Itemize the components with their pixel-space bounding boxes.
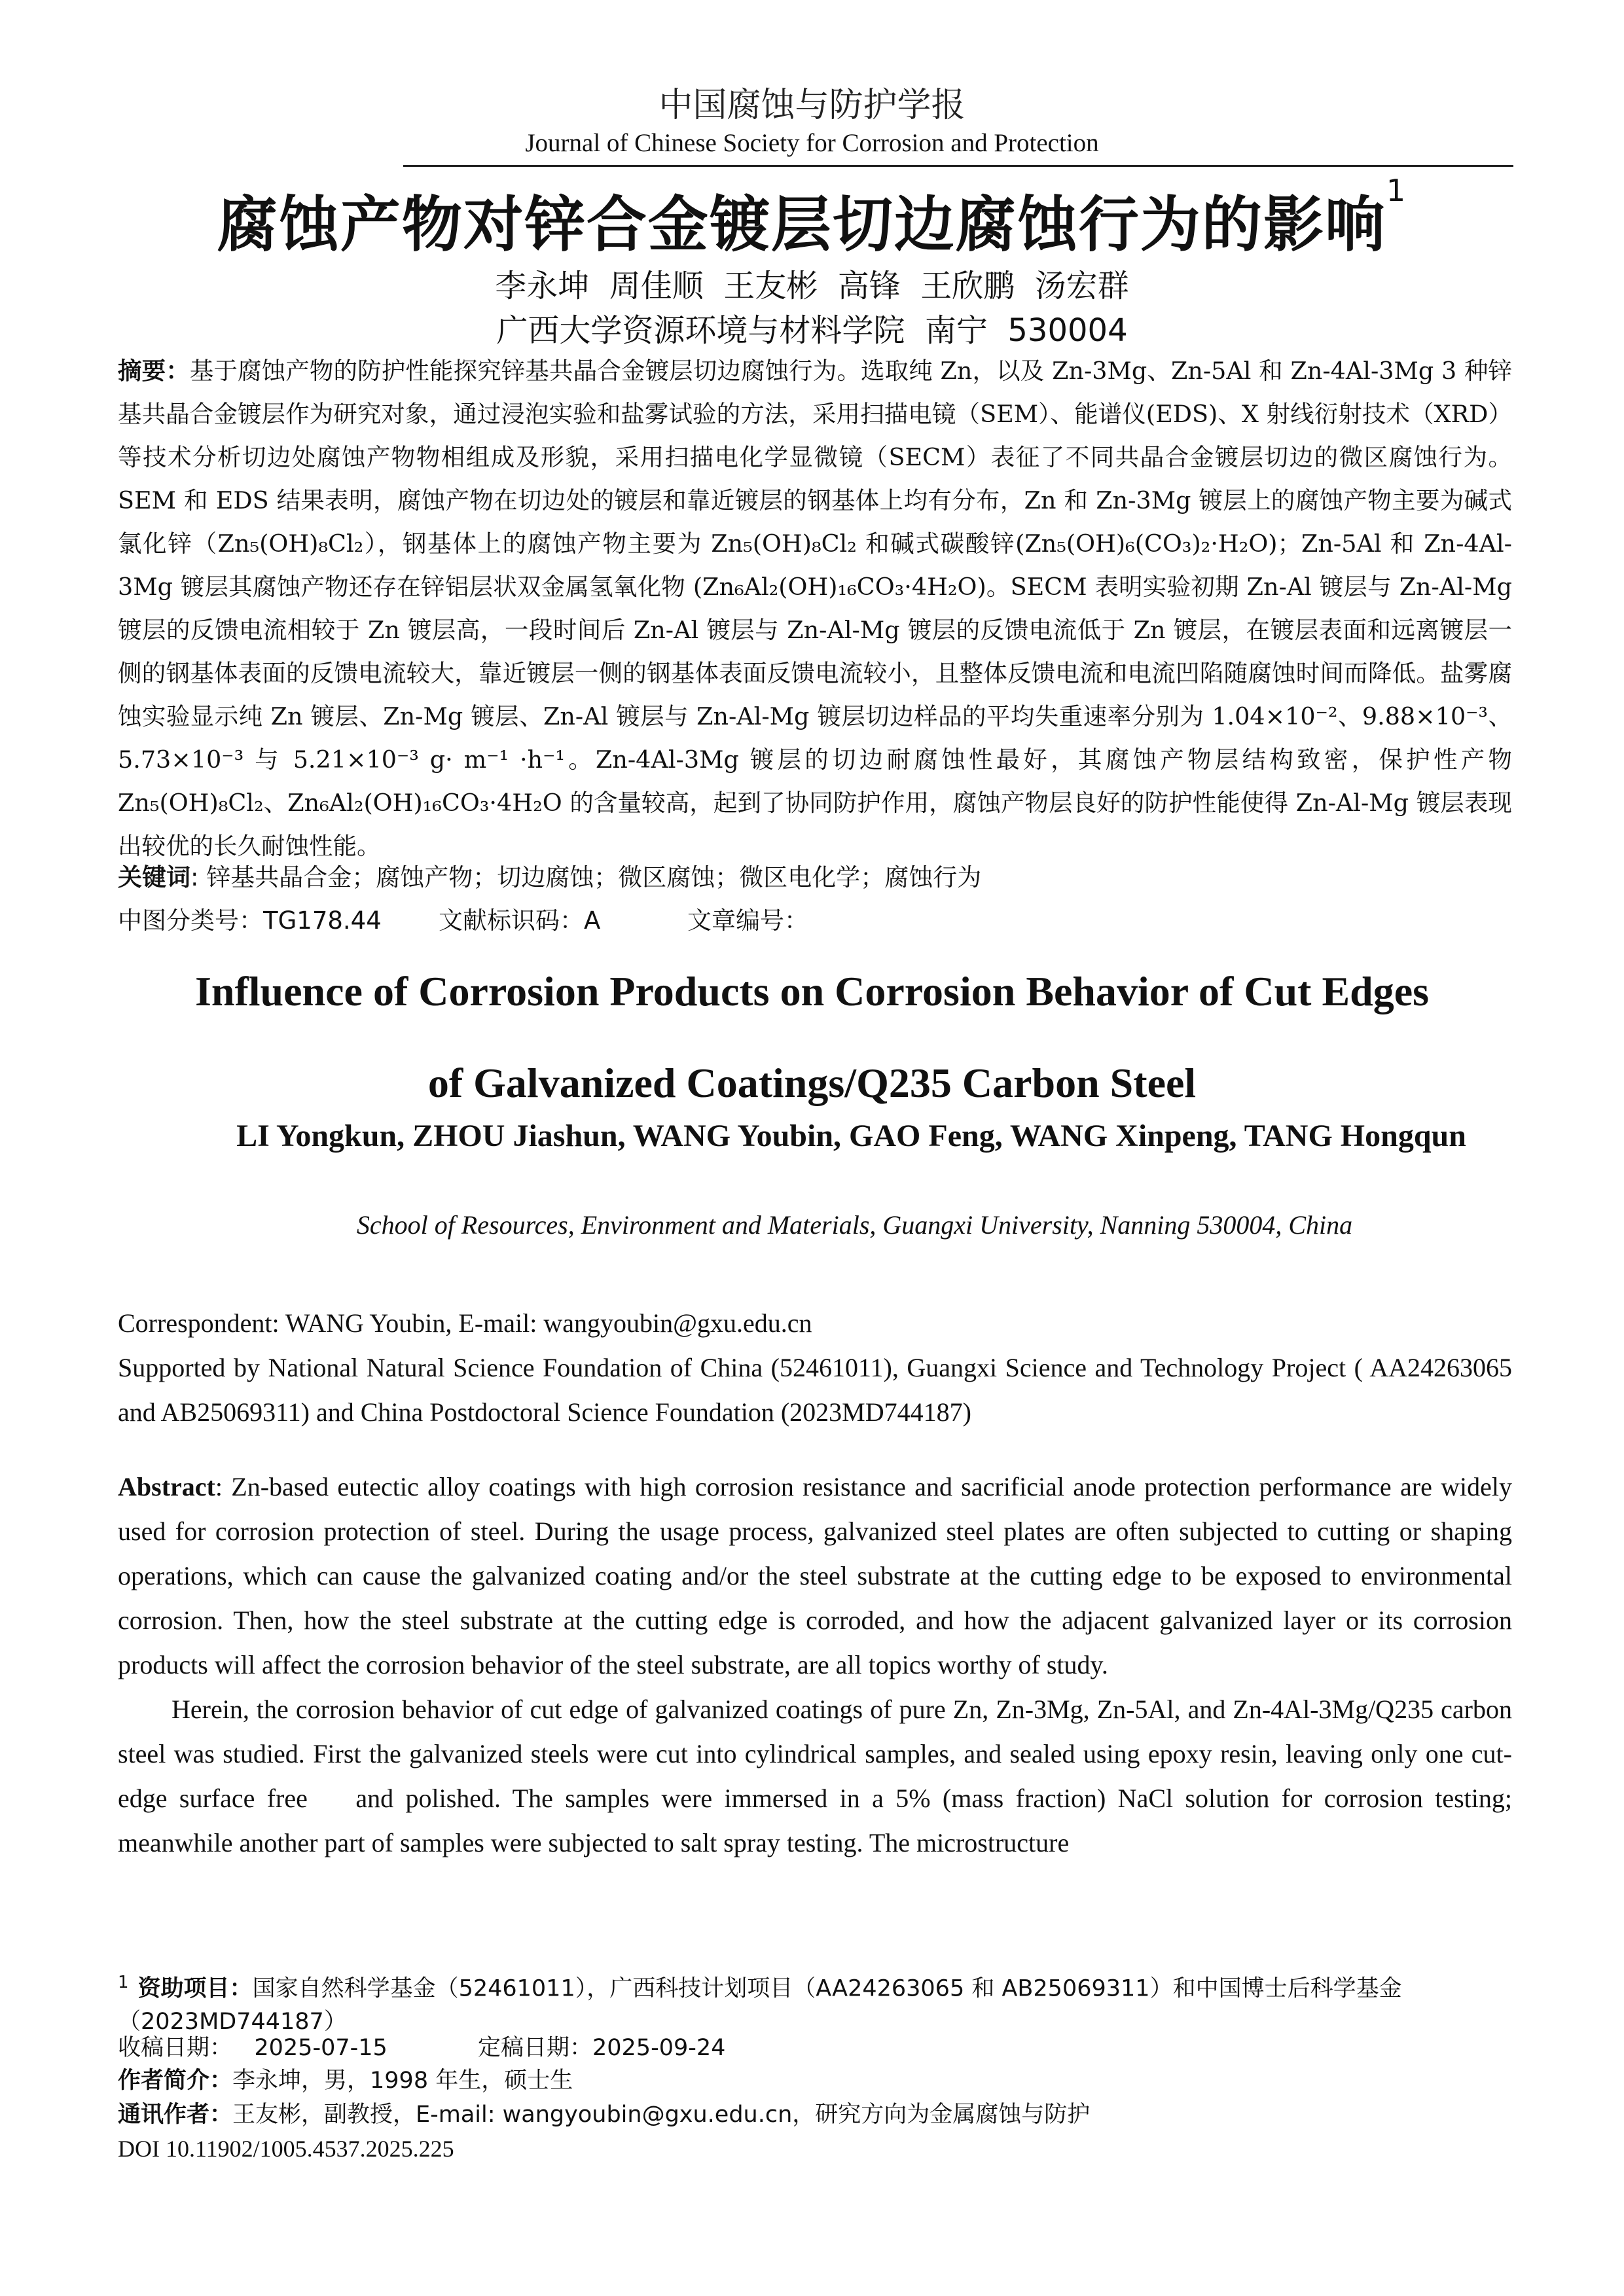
keywords-cn-label: 关键词 [118, 863, 190, 891]
footnote-funding-label: 资助项目： [137, 1975, 253, 2002]
footnote-funding [118, 1966, 1512, 2038]
abstract-en-label: Abstract [118, 1472, 215, 1501]
article-number: 文章编号： [687, 906, 808, 935]
keywords-cn [118, 857, 1512, 893]
corr-author-text: 王友彬，副教授，E-mail: wangyoubin@gxu.edu.cn，研究方向为金属腐蚀与防护 [232, 2102, 1091, 2128]
abstract-cn-text: 基于腐蚀产物的防护性能探究锌基共晶合金镀层切边腐蚀行为。选取纯 Zn，以及 Zn-3Mg、Zn-5Al 和 Zn-4Al-3Mg 3 种锌基共晶合金镀层作为研究对象，通过浸泡实验和盐雾试验的方法，采用扫描电镜（SEM）、能谱仪(EDS)、X 射线衍射技术（XRD）等技术分析切边处腐蚀产物物相组成及形貌，采用扫描电化学显微镜（SECM）表征了不同共晶合金镀层切边的微区腐蚀行为。SEM 和 EDS 结果表明，腐蚀产物在切边处的镀层和靠近镀层的钢基体上均有分布，Zn 和 Zn-3Mg 镀层上的腐蚀产物主要为碱式氯化锌（Zn₅(OH)₈Cl₂），钢基体上的腐蚀产物主要为 Zn₅(OH)₈Cl₂ 和碱式碳酸锌(Zn₅(OH)₆(CO₃)₂·H₂O)；Zn-5Al 和 Zn-4Al-3Mg 镀层其腐蚀产物还存在锌铝层状双金属氢氧化物 (Zn₆Al₂(OH)₁₆CO₃·4H₂O)。SECM 表明实验初期 Zn-Al 镀层与 Zn-Al-Mg 镀层的反馈电流相较于 Zn 镀层高，一段时间后 Zn-Al 镀层与 Zn-Al-Mg 镀层的反馈电流低于 Zn 镀层，在镀层表面和远离镀层一侧的钢基体表面的反馈电流较大，靠近镀层一侧的钢基体表面反馈电流较小，且整体反馈电流和电流凹陷随腐蚀时间而降低。盐雾腐蚀实验显示纯 Zn 镀层、Zn-Mg 镀层、Zn-Al 镀层与 Zn-Al-Mg 镀层切边样品的平均失重速率分别为 1.04×10⁻²、9.88×10⁻³、5.73×10⁻³ 与 5.21×10⁻³ g· m⁻¹ ·h⁻¹。Zn-4Al-3Mg 镀层的切边耐腐蚀性最好，其腐蚀产物层结构致密，保护性产物 Zn₅(OH)₈Cl₂、Zn₆Al₂(OH)₁₆CO₃·4H₂O 的含量较高，起到了协同防护作用，腐蚀产物层良好的防护性能使得 Zn-Al-Mg 镀层表现出较优的长久耐蚀性能。 [118, 357, 1513, 860]
footnote-mark: 1 [118, 1973, 129, 1992]
footnote-author-bio [118, 2064, 1512, 2097]
abstract-en-para2: Herein, the corrosion behavior of cut edge of galvanized coatings of pure Zn, Zn-3Mg, Zn-5Al, and Zn-4Al-3Mg/Q235 carbon steel was studied. First the galvanized steels were cut into cylindrical samples, and sealed using epoxy resin, leaving only one cut-edge surface free and polished. The samples were immersed in a 5% (mass fraction) NaCl solution for corrosion testing; meanwhile another part of samples were subjected to salt spray testing. The microstructure [118, 1695, 1519, 1857]
abstract-en [118, 1465, 1519, 1865]
doi[interactable]: DOI 10.11902/1005.4537.2025.225 [118, 2136, 454, 2162]
title-en [0, 946, 1624, 1129]
abstract-en-para1-text: : Zn-based eutectic alloy coatings with high corrosion resistance and sacrificial anode protection performance are widely used for corrosion protection of steel. During the usage process, galvanized steel plates are often subjected to cutting or shaping operations, which can cause the galvanized coating and/or the steel substrate at the cutting edge to be exposed to environmental corrosion. Then, how the steel substrate at the cutting edge is corroded, and how the adjacent galvanized layer or its corrosion products will affect the corrosion behavior of the steel substrate, are all topics worthy of study. [118, 1472, 1512, 1679]
affiliation-en: School of Resources, Environment and Materials, Guangxi University, Nanning 530004, China [356, 1210, 1353, 1240]
authors-cn: 李永坤 周佳顺 王友彬 高锋 王欣鹏 汤宏群 [495, 268, 1129, 304]
document-code: 文献标识码：A [439, 906, 601, 935]
abstract-en-para1 [118, 1465, 1512, 1687]
authors-en: LI Yongkun, ZHOU Jiashun, WANG Youbin, GAO Feng, WANG Xinpeng, TANG Hongqun [236, 1119, 1466, 1153]
title-cn [0, 173, 1624, 263]
funding-statement: Supported by National Natural Science Foundation of China (52461011), Guangxi Science and Technology Project ( AA24263065 and AB25069311) and China Postdoctoral Science Foundation (2023MD744187) [118, 1353, 1512, 1427]
title-en-line1: Influence of Corrosion Products on Corrosion Behavior of Cut Edges [194, 968, 1430, 1014]
author-bio-text: 李永坤，男，1998 年生，硕士生 [232, 2068, 573, 2094]
header-rule [403, 165, 1513, 167]
title-footnote-mark[interactable]: 1 [1386, 173, 1407, 208]
journal-name-cn: 中国腐蚀与防护学报 [659, 86, 965, 125]
accepted-date: 定稿日期：2025-09-24 [478, 2035, 726, 2061]
received-date: 收稿日期： 2025-07-15 [118, 2035, 388, 2061]
title-en-line2: of Galvanized Coatings/Q235 Carbon Steel [427, 1060, 1197, 1106]
corr-author-label: 通讯作者： [118, 2102, 233, 2128]
keywords-cn-text: : 锌基共晶合金；腐蚀产物；切边腐蚀；微区腐蚀；微区电化学；腐蚀行为 [190, 863, 982, 891]
correspondent: Correspondent: WANG Youbin, E-mail: wangyoubin@gxu.edu.cn [118, 1308, 812, 1338]
footnote-dates [118, 2032, 1512, 2064]
footnote-funding-text: 国家自然科学基金（52461011），广西科技计划项目（AA24263065 和 AB25069311）和中国博士后科学基金（2023MD744187） [118, 1975, 1402, 2035]
affiliation-cn: 广西大学资源环境与材料学院 南宁 530004 [496, 312, 1128, 349]
footnote-corresponding-author [118, 2098, 1512, 2131]
journal-name-en: Journal of Chinese Society for Corrosion and Protection [525, 129, 1099, 157]
classification-line [118, 901, 1512, 936]
title-cn-text: 腐蚀产物对锌合金镀层切边腐蚀行为的影响 [217, 190, 1386, 260]
clc-number: 中图分类号：TG178.44 [118, 906, 382, 935]
abstract-cn-label: 摘要： [118, 357, 190, 385]
author-bio-label: 作者简介： [118, 2068, 233, 2094]
abstract-cn [118, 350, 1512, 868]
